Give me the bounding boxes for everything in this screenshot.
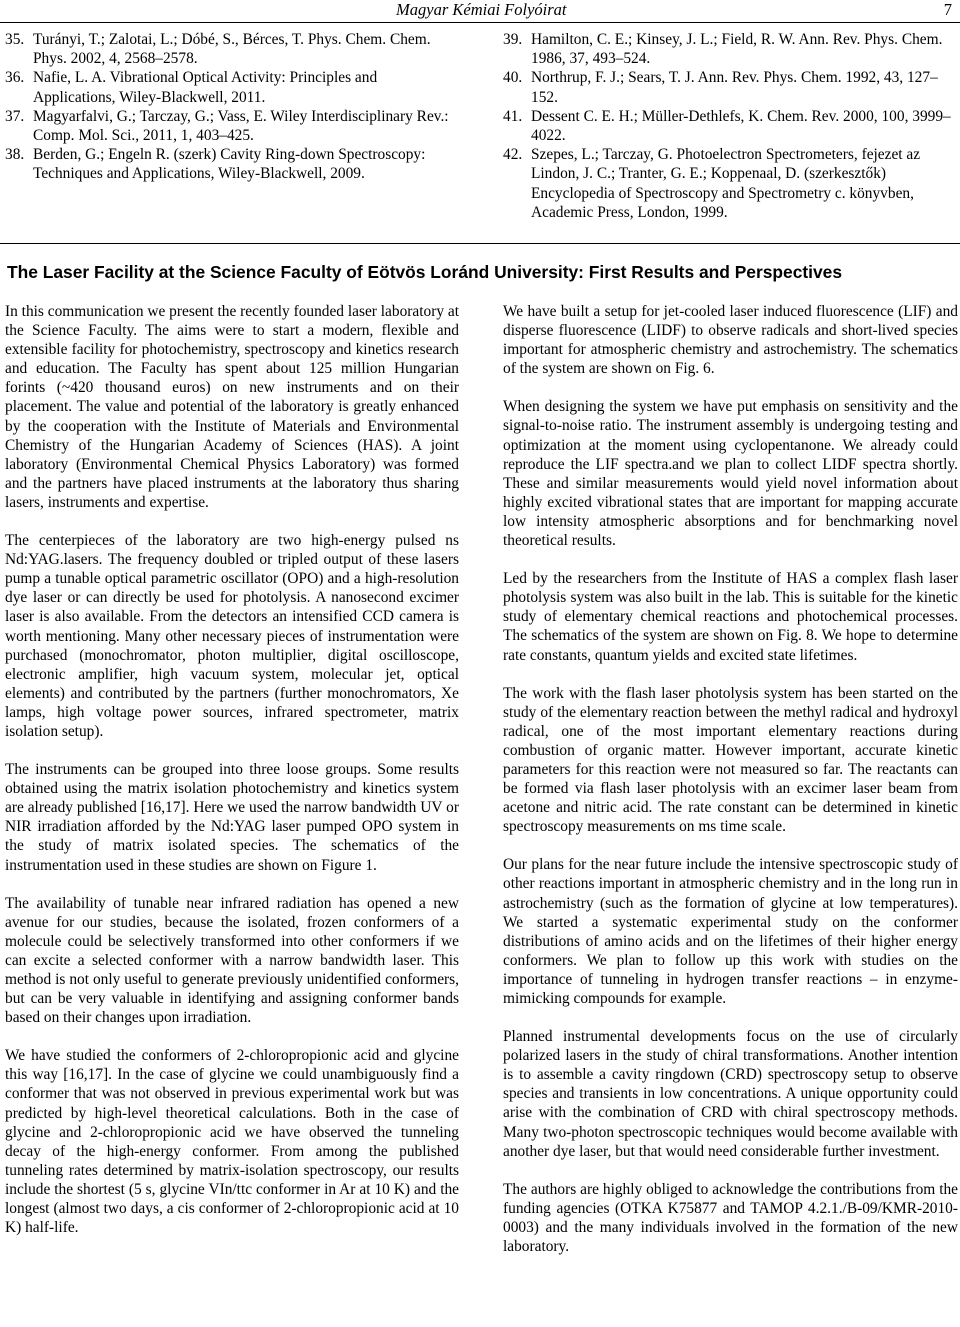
section-divider xyxy=(0,243,960,244)
reference-text: Northrup, F. J.; Sears, T. J. Ann. Rev. Phys. Chem. 1992, 43, 127–152. xyxy=(531,69,938,106)
body-column-right xyxy=(503,302,958,1256)
page-number: 7 xyxy=(943,0,952,19)
paragraph: The work with the flash laser photolysis system has been started on the study of the elementary reaction between the methyl radical and hydroxyl radical, one of the most important elementary reactions during combustion of organic matter. However important, accurate kinetic parameters for this reaction were not measured so far. The reactants can be formed via flash laser photolysis with an excimer laser beam from acetone and nitric acid. The rate constant can be determined in kinetic spectroscopy measurements on ms time scale. xyxy=(503,684,958,836)
references-right xyxy=(503,30,955,222)
reference-item xyxy=(503,68,955,106)
reference-item xyxy=(5,107,461,145)
paragraph: The instruments can be grouped into three loose groups. Some results obtained using the matrix isolation photochemistry and kinetics system are already published [16,17]. Here we used the narrow bandwidth UV or NIR irradiation afforded by the Nd:YAG laser pumped OPO system in the study of matrix isolated species. The schematics of the instrumentation used in these studies are shown on Figure 1. xyxy=(5,761,459,874)
reference-text: Szepes, L.; Tarczay, G. Photoelectron Spectrometers, fejezet az Lindon, J. C.; Tranter, G. E.; Koppenaal, D. (szerkesztők) Encyclopedia of Spectroscopy and Spectrometry c. könyvben, Academic Press, London, 1999. xyxy=(531,146,921,221)
reference-text: Nafie, L. A. Vibrational Optical Activity: Principles and Applications, Wiley-Blackwell, 2011. xyxy=(33,69,378,106)
paragraph: We have studied the conformers of 2-chloropropionic acid and glycine this way [16,17]. In the case of glycine we could unambiguously find a conformer that was not observed in previous experimental work but was predicted by high-level theoretical calculations. Both in the case of glycine and 2-chloropropionic acid we have observed the tunneling decay of the high-energy conformer. From among the published tunneling rates determined by matrix-isolation spectroscopy, our results include the shortest (5 s, glycine VIn/ttc conformer in Ar at 10 K) and the longest (almost two days, a cis conformer of 2-chloropropionic acid at 10 K) half-life. xyxy=(5,1047,459,1237)
paragraph: Led by the researchers from the Institute of HAS a complex flash laser photolysis system was also built in the lab. This is suitable for the kinetic study of elementary chemical reactions and photochemical processes. The schematics of the system are shown on Fig. 8. We hope to determine rate constants, quantum yields and excited state lifetimes. xyxy=(503,570,958,664)
reference-number: 36. xyxy=(5,69,25,87)
reference-item xyxy=(5,145,461,183)
reference-number: 38. xyxy=(5,146,25,164)
paragraph: The authors are highly obliged to acknowledge the contributions from the funding agencies (OTKA K75877 and TAMOP 4.2.1./B-09/KMR-2010-0003) and the many individuals involved in the formation of the new laboratory. xyxy=(503,1180,958,1256)
reference-text: Turányi, T.; Zalotai, L.; Dóbé, S., Bérces, T. Phys. Chem. Chem. Phys. 2002, 4, 2568–2578. xyxy=(33,31,431,68)
paragraph: Planned instrumental developments focus on the use of circularly polarized lasers in the study of chiral transformations. Another intention is to assemble a cavity ringdown (CRD) spectroscopy setup to observe species and transients in low concentrations. A unique opportunity could arise with the combination of CRD with chiral spectroscopy methods. Many two-photon spectroscopic techniques would become available with another dye laser, but that would need considerable further investment. xyxy=(503,1028,958,1160)
paragraph: Our plans for the near future include the intensive spectroscopic study of other reactions important in atmospheric chemistry and in the long run in astrochemistry (such as the formation of glycine at low temperatures). We started a systematic experimental study on the conformer distributions of amino acids and on the lifetimes of their higher energy conformers. We plan to follow up this work with studies on the importance of tunneling in hydrogen transfer reactions – in enzyme-mimicking compounds for example. xyxy=(503,856,958,1007)
reference-item xyxy=(503,145,955,222)
paragraph: The centerpieces of the laboratory are two high-energy pulsed ns Nd:YAG.lasers. The frequency doubled or tripled output of these lasers pump a tunable optical parametric oscillator (OPO) and a high-resolution dye laser or can directly be used for photolysis. A nanosecond excimer laser is also available. From the detectors an intensified CCD camera is worth mentioning. Many other necessary pieces of instrumentation were purchased (monochromator, photon multiplier, digital oscilloscope, electronic amplifier, high vacuum system, molecular jet, optical elements) and contributed by the partners (further monochromators, Xe lamps, high voltage power sources, infrared spectrometer, matrix isolation setup). xyxy=(5,532,459,740)
reference-number: 41. xyxy=(503,107,523,125)
reference-number: 39. xyxy=(503,31,523,48)
reference-item xyxy=(503,30,955,68)
reference-text: Berden, G.; Engeln R. (szerk) Cavity Ring-down Spectroscopy: Techniques and Applications, Wiley-Blackwell, 2009. xyxy=(33,146,426,183)
references-left xyxy=(5,30,461,184)
reference-text: Magyarfalvi, G.; Tarczay, G.; Vass, E. Wiley Interdisciplinary Rev.: Comp. Mol. Sci., 2011, 1, 403–425. xyxy=(33,107,449,145)
journal-name: Magyar Kémiai Folyóirat xyxy=(396,0,567,19)
reference-number: 42. xyxy=(503,146,523,164)
reference-item xyxy=(5,30,461,68)
reference-number: 37. xyxy=(5,107,25,125)
reference-item xyxy=(5,68,461,106)
reference-item xyxy=(503,107,955,145)
paragraph: When designing the system we have put emphasis on sensitivity and the signal-to-noise ratio. The instrument assembly is undergoing testing and optimization at the moment using cyclopentanone. We already could reproduce the LIF spectra.and we plan to collect LIDF spectra shortly. These and similar measurements would yield novel information about highly excited vibrational states that are important for mapping accurate low intensity atmospheric absorptions and for benchmarking novel theoretical results. xyxy=(503,398,958,550)
reference-text: Dessent C. E. H.; Müller-Dethlefs, K. Chem. Rev. 2000, 100, 3999–4022. xyxy=(531,107,951,145)
paragraph: In this communication we present the recently founded laser laboratory at the Science Faculty. The aims were to start a modern, flexible and extensible facility for photochemistry, spectroscopy and kinetics research and education. The Faculty has spent about 125 million Hungarian forints (~420 thousand euros) on new instruments and on their placement. The value and potential of the laboratory is greatly enhanced by the cooperation with the Institute of Materials and Environmental Chemistry of the Hungarian Academy of Sciences (HAS). A joint laboratory (Environmental Chemical Physics Laboratory) was formed and the partners have placed instruments at the laboratory thus sharing lasers, instruments and expertise. xyxy=(5,303,459,511)
article-title: The Laser Facility at the Science Faculty of Eötvös Loránd University: First Results and Perspectives xyxy=(7,262,843,282)
body-column-left xyxy=(5,302,459,1237)
reference-text: Hamilton, C. E.; Kinsey, J. L.; Field, R. W. Ann. Rev. Phys. Chem. 1986, 37, 493–524. xyxy=(531,31,943,68)
reference-number: 40. xyxy=(503,69,523,87)
reference-number: 35. xyxy=(5,31,25,48)
paragraph: We have built a setup for jet-cooled laser induced fluorescence (LIF) and disperse fluorescence (LIDF) to observe radicals and short-lived species important for atmospheric chemistry and astrochemistry. The schematics of the system are shown on Fig. 6. xyxy=(503,303,958,378)
page-header xyxy=(0,0,960,23)
paragraph: The availability of tunable near infrared radiation has opened a new avenue for our studies, because the isolated, frozen conformers of a molecule could be selectively transformed into other conformers if we can excite a selected conformer with a narrow bandwidth laser. This method is not only useful to generate previously unidentified conformers, but can be very valuable in identifying and assigning conformer bands based on their changes upon irradiation. xyxy=(5,894,459,1027)
